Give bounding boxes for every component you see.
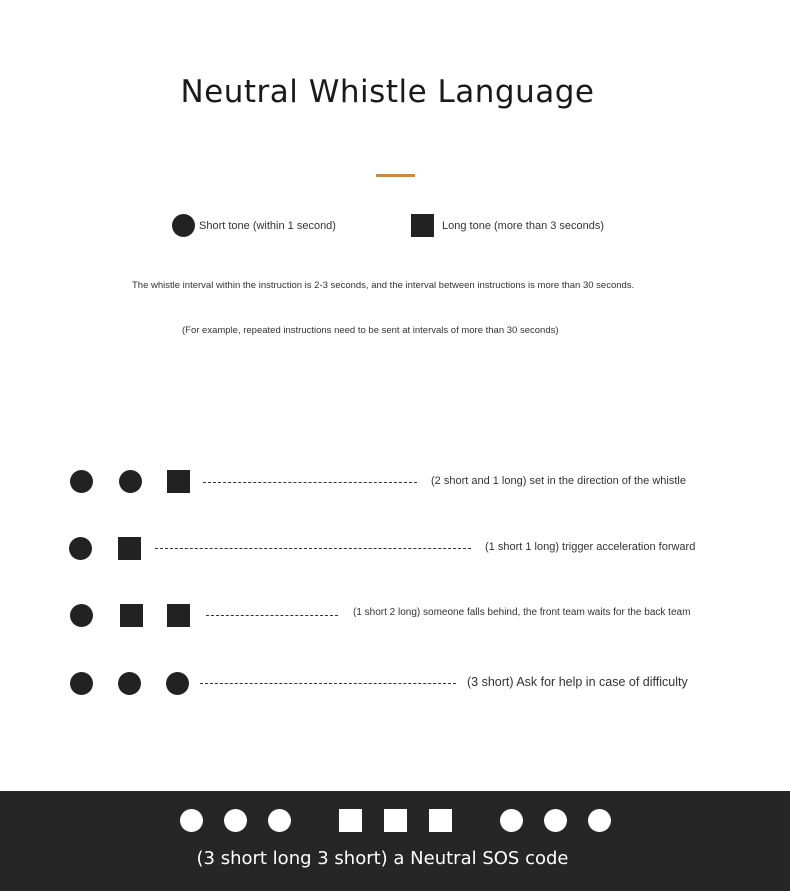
dashed-connector — [203, 482, 417, 483]
short-tone-dot-icon — [70, 604, 93, 627]
long-tone-square-icon — [411, 214, 434, 237]
signal-label: (2 short and 1 long) set in the direction of the whistle — [431, 475, 686, 487]
sos-caption: (3 short long 3 short) a Neutral SOS code — [196, 848, 569, 869]
short-tone-dot-icon — [69, 537, 92, 560]
short-tone-dot-icon — [70, 672, 93, 695]
example-note: (For example, repeated instructions need to be sent at intervals of more than 30 seconds) — [182, 325, 559, 336]
long-tone-square-icon — [118, 537, 141, 560]
short-tone-dot-icon — [172, 214, 195, 237]
legend-long-label: Long tone (more than 3 seconds) — [442, 219, 605, 232]
signal-row-2 — [0, 537, 790, 567]
short-tone-dot-icon — [544, 809, 567, 832]
long-tone-square-icon — [167, 604, 190, 627]
sos-footer — [0, 791, 790, 891]
short-tone-dot-icon — [166, 672, 189, 695]
short-tone-dot-icon — [268, 809, 291, 832]
signal-label: (3 short) Ask for help in case of difficulty — [467, 675, 688, 689]
short-tone-dot-icon — [119, 470, 142, 493]
short-tone-dot-icon — [588, 809, 611, 832]
short-tone-dot-icon — [118, 672, 141, 695]
short-tone-dot-icon — [224, 809, 247, 832]
long-tone-square-icon — [120, 604, 143, 627]
legend-long — [411, 214, 604, 237]
legend-short — [172, 214, 336, 237]
signal-label: (1 short 2 long) someone falls behind, the front team waits for the back team — [353, 607, 691, 618]
signal-row-1 — [0, 470, 790, 500]
long-tone-square-icon — [384, 809, 407, 832]
signal-label: (1 short 1 long) trigger acceleration forward — [485, 541, 696, 553]
short-tone-dot-icon — [70, 470, 93, 493]
short-tone-dot-icon — [180, 809, 203, 832]
legend-short-label: Short tone (within 1 second) — [199, 219, 336, 232]
signal-row-4 — [0, 672, 790, 702]
dashed-connector — [200, 683, 456, 684]
title-accent-divider — [376, 174, 415, 177]
dashed-connector — [206, 615, 338, 616]
long-tone-square-icon — [429, 809, 452, 832]
short-tone-dot-icon — [500, 809, 523, 832]
signal-row-3 — [0, 604, 790, 634]
interval-note: The whistle interval within the instruction is 2-3 seconds, and the interval between instructions is more than 30 seconds. — [132, 280, 635, 291]
page-title: Neutral Whistle Language — [180, 74, 595, 110]
dashed-connector — [155, 548, 471, 549]
long-tone-square-icon — [339, 809, 362, 832]
long-tone-square-icon — [167, 470, 190, 493]
